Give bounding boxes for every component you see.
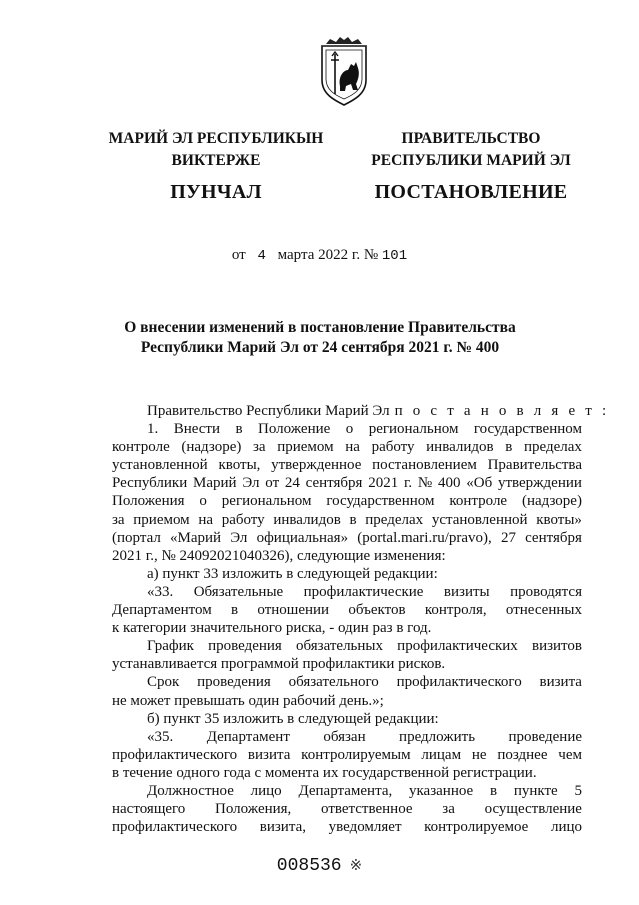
body-word: позднее: [497, 746, 548, 763]
body-word: «Марий: [170, 529, 222, 546]
body-line: [112, 800, 582, 818]
body-word: приемом: [133, 511, 190, 528]
body-word: г.: [403, 475, 413, 492]
body-word: лицо: [250, 782, 282, 799]
body-word: лицо: [550, 819, 582, 836]
body-word: проведения: [197, 674, 271, 691]
body-word: на: [345, 439, 360, 456]
title-line1: О внесении изменений в постановление Правительства: [124, 319, 516, 336]
body-word: (надзоре): [181, 439, 242, 456]
body-word: контроле: [449, 493, 508, 510]
date-month-year: марта 2022 г. №: [277, 247, 379, 263]
body-word: (портал: [112, 529, 161, 546]
body-word: отнесенных: [505, 602, 582, 619]
body-word: инвалидов: [426, 439, 494, 456]
body-line: [112, 710, 582, 728]
body-line: [112, 764, 582, 782]
body-word: «Об: [466, 475, 493, 492]
body-word: 400: [437, 475, 461, 492]
body-word: инвалидов: [273, 511, 341, 528]
body-line: [112, 673, 582, 691]
body-line: [112, 728, 582, 746]
header-right-doc-type: ПОСТАНОВЛЕНИЕ: [374, 181, 568, 203]
body-word: Эл: [242, 475, 260, 492]
body-word: 1.: [147, 421, 159, 438]
body-line: [112, 474, 582, 492]
document-body: [112, 402, 610, 836]
body-word: визита: [247, 746, 291, 763]
header-left-line1: МАРИЙ ЭЛ РЕСПУБЛИКЫН: [108, 130, 324, 147]
body-word: контролируемым: [301, 746, 411, 763]
body-word: Департамента,: [298, 782, 393, 799]
body-word: в: [235, 421, 243, 438]
body-word: не: [471, 746, 487, 763]
body-line: [112, 782, 582, 800]
body-word: установленной: [431, 511, 528, 528]
body-word: региональном: [368, 421, 459, 438]
body-word: за: [112, 511, 125, 528]
body-word: приемом: [277, 439, 334, 456]
body-word: Правительства: [487, 457, 582, 474]
body-line: [112, 547, 582, 565]
body-word: Департаментом: [112, 602, 212, 619]
body-word: от: [265, 475, 280, 492]
body-word: Положения,: [215, 801, 292, 818]
body-word: установленной: [112, 457, 208, 474]
body-word: чем: [558, 746, 582, 763]
body-word: обязательного: [288, 674, 379, 691]
body-text: устанавливается программой профилактики рисков.: [112, 656, 446, 673]
body-word: профилактические: [303, 583, 424, 600]
body-word: работу: [371, 439, 415, 456]
body-word: постановлением: [372, 457, 477, 474]
page-footer: [0, 856, 639, 876]
body-word: 27: [500, 529, 516, 546]
body-word: официальная»: [256, 529, 349, 546]
body-word: лицам: [421, 746, 462, 763]
body-word: Внести: [173, 421, 221, 438]
body-word: (надзоре): [521, 493, 582, 510]
body-line: [112, 818, 582, 836]
body-line: [112, 692, 582, 710]
body-word: профилактических: [397, 638, 518, 655]
body-word: работу: [221, 511, 265, 528]
body-word: визиты: [443, 583, 490, 600]
body-word: профилактического: [112, 819, 238, 836]
body-word: сентября: [305, 475, 363, 492]
body-text-spaced: п о с т а н о в л я е т :: [394, 403, 610, 419]
body-word: в: [505, 439, 513, 456]
body-text: к категории значительного риска, - один раз в год.: [112, 620, 432, 637]
body-word: предложить: [399, 728, 476, 745]
body-word: в: [231, 602, 239, 619]
body-line: [112, 746, 582, 764]
body-word: за: [253, 439, 266, 456]
body-word: Положение: [258, 421, 331, 438]
body-word: о: [345, 421, 354, 438]
body-word: визитов: [531, 638, 582, 655]
body-text: б) пункт 35 изложить в следующей редакции:: [147, 710, 439, 727]
body-word: визита,: [259, 819, 306, 836]
body-line: [112, 601, 582, 619]
body-line: [112, 511, 582, 529]
body-word: 24: [284, 475, 300, 492]
body-line: [112, 438, 582, 456]
body-word: Департамент: [206, 728, 290, 745]
body-word: отношении: [257, 602, 330, 619]
body-word: в: [489, 782, 498, 799]
body-word: в: [349, 511, 357, 528]
body-line: [112, 529, 582, 547]
body-word: «35.: [147, 728, 174, 745]
coat-of-arms-icon: [318, 36, 370, 106]
body-word: Должностное: [147, 782, 234, 799]
body-word: проводятся: [510, 583, 582, 600]
body-word: настоящего: [112, 801, 186, 818]
body-word: осуществление: [484, 801, 582, 818]
body-word: указанное: [409, 782, 474, 799]
body-text: а) пункт 33 изложить в следующей редакции:: [147, 565, 438, 582]
body-line: [112, 637, 582, 655]
body-word: визита: [539, 674, 582, 691]
body-word: за: [442, 801, 455, 818]
body-line: [112, 456, 582, 474]
body-word: контроля,: [424, 602, 487, 619]
body-word: утвержденное: [271, 457, 362, 474]
body-word: График: [147, 638, 194, 655]
body-word: профилактического: [396, 674, 522, 691]
header-right-line2: РЕСПУБЛИКИ МАРИЙ ЭЛ: [371, 152, 571, 169]
body-line: [112, 583, 582, 601]
header-left-doc-type: ПУНЧАЛ: [170, 181, 262, 203]
body-word: уведомляет: [328, 819, 402, 836]
body-line: [112, 492, 582, 510]
document-date-line: [0, 247, 639, 264]
body-word: ответственное: [321, 801, 413, 818]
body-line: [112, 420, 582, 438]
body-word: Срок: [147, 674, 180, 691]
body-word: Республики: [112, 475, 188, 492]
date-prefix: от: [231, 247, 246, 263]
body-text: Правительство Республики Марий Эл: [147, 403, 390, 419]
title-line2: Республики Марий Эл от 24 сентября 2021 г. № 400: [140, 339, 500, 356]
date-day: 4: [257, 248, 266, 264]
body-word: квоты»: [536, 511, 582, 528]
body-word: утверждении: [497, 475, 582, 492]
header-right-line1: ПРАВИТЕЛЬСТВО: [401, 130, 541, 147]
header-russian-block: [360, 128, 582, 206]
body-line: [112, 655, 582, 673]
document-title: [120, 318, 520, 358]
body-word: объектов: [348, 602, 406, 619]
body-word: о: [199, 493, 207, 510]
body-word: контролируемое: [424, 819, 529, 836]
ornament-icon: ※: [349, 856, 363, 874]
body-line: [112, 402, 610, 420]
body-word: государственном: [326, 493, 435, 510]
body-word: Эл: [230, 529, 248, 546]
body-word: региональном: [221, 493, 312, 510]
body-line: [112, 565, 582, 583]
body-word: квоты,: [218, 457, 261, 474]
body-word: проведения: [208, 638, 282, 655]
body-word: проведение: [508, 728, 582, 745]
body-word: профилактического: [112, 746, 238, 763]
serial-number: 008536: [276, 856, 342, 876]
body-word: обязан: [323, 728, 366, 745]
body-word: «33.: [147, 583, 174, 600]
header-left-line2: ВИКТЕРЖЕ: [171, 152, 261, 169]
body-word: 2021: [368, 475, 399, 492]
body-text: не может превышать один рабочий день.»;: [112, 692, 384, 709]
body-word: Положения: [112, 493, 185, 510]
body-word: 5: [574, 782, 582, 799]
body-word: Обязательные: [193, 583, 284, 600]
body-word: №: [417, 475, 433, 492]
body-text: в течение одного года с момента их государственной регистрации.: [112, 764, 537, 781]
body-word: государственном: [473, 421, 582, 438]
body-word: (portal.mari.ru/pravo),: [357, 529, 492, 546]
body-word: пределах: [365, 511, 424, 528]
body-line: [112, 619, 582, 637]
header-marij-block: [100, 128, 332, 206]
document-number: 101: [381, 248, 408, 264]
body-word: пункте: [513, 782, 558, 799]
body-word: пределах: [523, 439, 582, 456]
body-word: сентября: [525, 529, 582, 546]
body-text: 2021 г., № 24092021040326), следующие изменения:: [112, 547, 446, 564]
body-word: обязательных: [296, 638, 383, 655]
body-word: контроле: [112, 439, 170, 456]
body-word: на: [198, 511, 214, 528]
body-word: Марий: [193, 475, 237, 492]
